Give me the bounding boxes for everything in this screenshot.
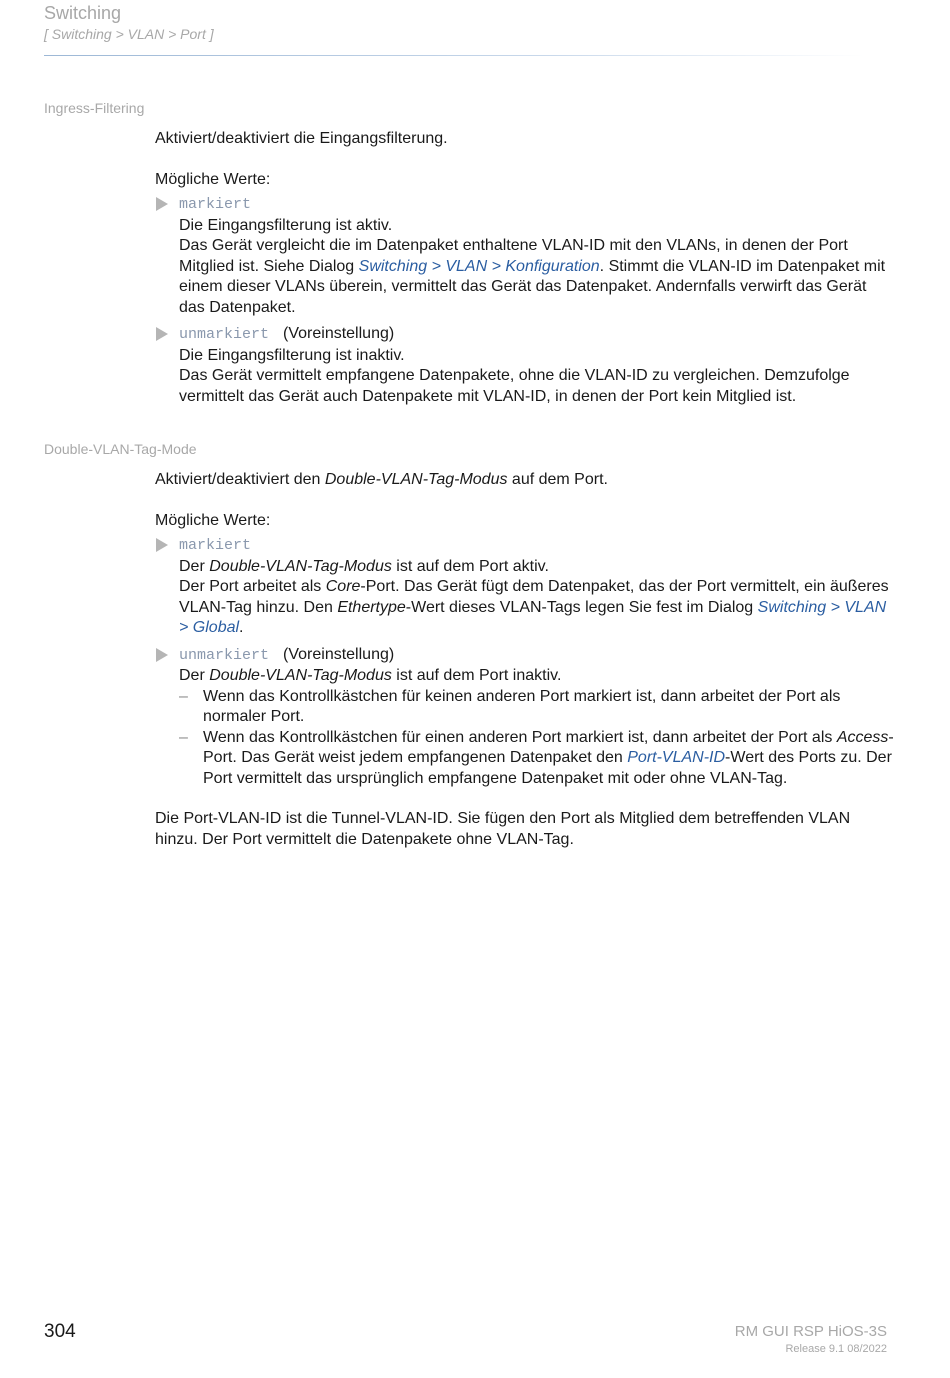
value-name: unmarkiert — [179, 646, 270, 664]
default-note: (Voreinstellung) — [283, 325, 395, 342]
value-name: markiert — [179, 196, 252, 213]
list-item: – Wenn das Kontrollkästchen für keinen anderen Port markiert ist, dann arbeitet der Port als normaler Port. — [179, 687, 841, 725]
double-closing: Die Port-VLAN-ID ist die Tunnel-VLAN-ID. Sie fügen den Port als Mitglied dem betreffenden VLAN hinzu. Der Port vermittelt die Datenpakete ohne VLAN-Tag. — [155, 810, 851, 848]
dialog-link-vlan-global[interactable]: Switching > VLAN > Global — [179, 598, 887, 636]
value-name: markiert — [179, 537, 252, 554]
triangle-right-icon — [156, 327, 168, 341]
value-description: Der Double-VLAN-Tag-Modus ist auf dem Port aktiv. — [179, 557, 549, 575]
section-body-double-vlan-tag-mode — [155, 470, 895, 850]
value-detail: Der Port arbeitet als Core-Port. Das Gerät fügt dem Datenpaket, das der Port vermittelt, ein äußeres VLAN-Tag hinzu. Den Ethertype-Wert dieses VLAN-Tags legen Sie fest im Dialog Switching > VLAN > Global. — [179, 578, 889, 636]
dash-marker: – — [179, 728, 188, 746]
value-detail: Das Gerät vermittelt empfangene Datenpakete, ohne die VLAN-ID zu vergleichen. Demzufolge vermittelt das Gerät auch Datenpakete mit VLAN-ID, in denen der Port kein Mitglied ist. — [179, 367, 850, 405]
ingress-value-unmarkiert — [155, 324, 895, 407]
default-note: (Voreinstellung) — [283, 645, 395, 663]
product-name: RM GUI RSP HiOS-3S — [734, 1323, 887, 1340]
ingress-values-label: Mögliche Werte: — [155, 170, 271, 188]
double-value-unmarkiert — [155, 645, 895, 790]
value-name: unmarkiert — [179, 326, 270, 343]
parameter-link-port-vlan-id[interactable]: Port-VLAN-ID — [627, 749, 726, 766]
value-description: Die Eingangsfilterung ist aktiv. — [179, 216, 393, 234]
ingress-value-markiert — [155, 194, 895, 318]
section-body-ingress-filtering — [155, 129, 895, 407]
triangle-right-icon — [156, 538, 168, 552]
dialog-link-vlan-konfiguration[interactable]: Switching > VLAN > Konfiguration — [358, 257, 600, 275]
section-label-double-vlan-tag-mode: Double-VLAN-Tag-Mode — [44, 441, 197, 457]
ingress-intro: Aktiviert/deaktiviert die Eingangsfilterung. — [155, 130, 448, 147]
value-description: Der Double-VLAN-Tag-Modus ist auf dem Port inaktiv. — [179, 667, 562, 684]
list-item: – Wenn das Kontrollkästchen für einen anderen Port markiert ist, dann arbeitet der Port als Access-Port. Das Gerät weist jedem empfangenen Datenpaket den Port-VLAN-ID-Wert des Ports zu. Der Port vermittelt das ursprünglich empfangene Datenpaket mit oder ohne VLAN-Tag. — [179, 728, 894, 787]
double-intro: Aktiviert/deaktiviert den Double-VLAN-Tag-Modus auf dem Port. — [155, 471, 608, 488]
double-value-markiert — [155, 535, 895, 639]
triangle-right-icon — [156, 648, 168, 662]
dash-list — [179, 687, 895, 790]
breadcrumb: [ Switching > VLAN > Port ] — [44, 26, 214, 42]
page-header-title: Switching — [44, 3, 122, 23]
page-number: 304 — [44, 1321, 76, 1342]
header-divider — [44, 55, 864, 56]
double-values-label: Mögliche Werte: — [155, 511, 271, 529]
section-label-ingress-filtering: Ingress-Filtering — [44, 100, 145, 116]
value-detail: Das Gerät vergleicht die im Datenpaket enthaltene VLAN-ID mit den VLANs, in denen der Port Mitglied ist. Siehe Dialog Switching > VLAN > Konfiguration. Stimmt die VLAN-ID im Datenpaket mit einem dieser VLANs überein, vermittelt das Gerät das Datenpaket. Andernfalls verwirft das Gerät das Datenpaket. — [179, 237, 886, 316]
release-info: Release 9.1 08/2022 — [785, 1343, 887, 1355]
value-description: Die Eingangsfilterung ist inaktiv. — [179, 346, 405, 364]
triangle-right-icon — [156, 197, 168, 211]
dash-marker: – — [179, 687, 188, 705]
